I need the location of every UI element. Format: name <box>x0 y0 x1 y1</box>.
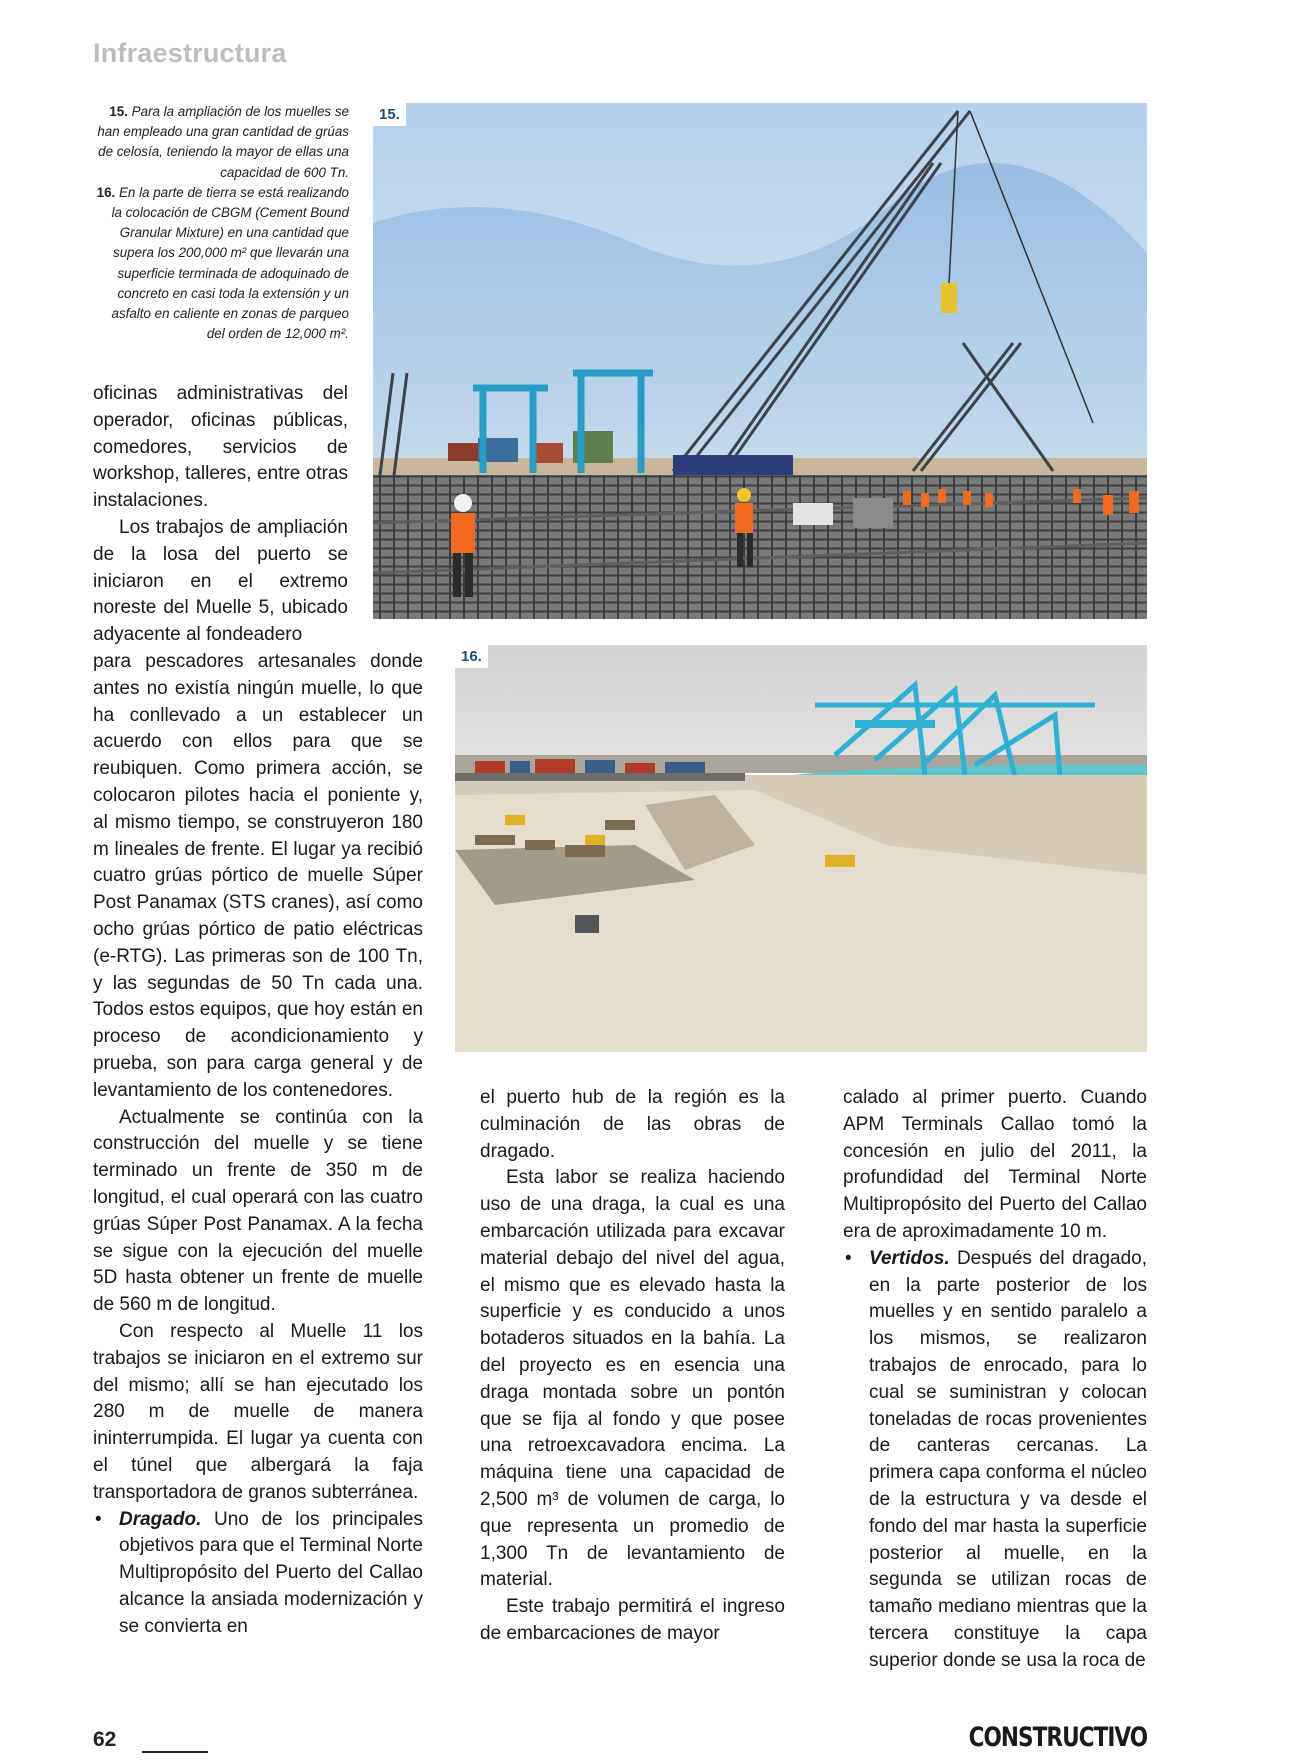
paragraph: Los trabajos de ampliación de la losa del puerto se iniciaron en el extremo noreste del Muelle 5, ubicado adyacente al fondeadero <box>93 516 348 646</box>
bullet-text: Después del dragado, en la parte posterior de los muelles y en sentido paralelo a los mismos, se realizaron trabajos de enrocado, para lo cual se suministran y colocan toneladas de rocas provenientes de canteras cercanas. La primera capa conforma el núcleo de la estructura y va desde el fondo del mar hasta la superficie posterior al muelle, en la segunda se utilizan rocas de tamaño mediano mientras que la tercera constituye la capa superior donde se usa la roca de <box>869 1247 1147 1671</box>
caption-text: En la parte de tierra se está realizando la colocación de CBGM (Cement Bound Granular Mixture) en una cantidad que supera los 200,000 m² que llevarán una superficie terminada de adoquinado de concreto en casi toda la extensión y un asfalto en caliente en zonas de parqueo del orden de 12,000 m². <box>111 184 349 342</box>
magazine-logo: CONSTRUCTIVO <box>968 1722 1147 1753</box>
section-title: Infraestructura <box>93 38 287 68</box>
paragraph: Este trabajo permitirá el ingreso de embarcaciones de mayor <box>480 1596 785 1644</box>
photo-cranes-image <box>373 103 1147 619</box>
bullet-mark: • <box>845 1247 852 1269</box>
caption-15 <box>90 102 349 183</box>
photo-terminal-image <box>455 645 1147 1052</box>
bullet-mark: • <box>95 1508 102 1530</box>
photo-number-16: 16. <box>455 645 488 668</box>
article-column-1-top <box>93 381 348 649</box>
paragraph: el puerto hub de la región es la culminación de las obras de dragado. <box>480 1087 785 1162</box>
article-column-2 <box>480 1085 785 1648</box>
photo-number-15: 15. <box>373 103 406 126</box>
bullet-heading: Vertidos. <box>869 1247 950 1269</box>
bullet-text: Uno de los principales objetivos para que el Terminal Norte Multipropósito del Puerto del Callao alcance la ansiada modernización y se convierta en <box>119 1508 423 1637</box>
photo-terminal-aerial <box>455 645 1147 1052</box>
caption-16 <box>90 183 349 345</box>
paragraph: Actualmente se continúa con la construcción del muelle y se tiene terminado un frente de 350 m de longitud, el cual operará con las cuatro grúas Súper Post Panamax. A la fecha se sigue con la ejecución del muelle 5D hasta obtener un frente de muelle de 560 m de longitud. <box>93 1106 423 1316</box>
caption-number: 16. <box>96 184 116 200</box>
paragraph: calado al primer puerto. Cuando APM Terminals Callao tomó la concesión en julio del 2011, la profundidad del Terminal Norte Multipropósito del Puerto del Callao era de aproximadamente 10 m. <box>843 1087 1147 1242</box>
article-column-3 <box>843 1085 1147 1675</box>
paragraph: Esta labor se realiza haciendo uso de una draga, la cual es una embarcación utilizada para excavar material debajo del nivel del agua, el mismo que es elevado hasta la superficie y es conducido a unos botaderos situados en la bahía. La del proyecto es en esencia una draga montada sobre un pontón que se fija al fondo y que posee una retroexcavadora encima. La máquina tiene una capacidad de 2,500 m³ de volumen de carga, lo que representa un promedio de 1,300 Tn de levantamiento de material. <box>480 1167 785 1591</box>
bullet-heading: Dragado. <box>119 1508 202 1530</box>
paragraph: Con respecto al Muelle 11 los trabajos se iniciaron en el extremo sur del mismo; allí se han ejecutado los 280 m de muelle de manera ininterrumpida. El lugar ya cuenta con el túnel que albergará la faja transportadora de granos subterránea. <box>93 1320 423 1503</box>
paragraph: oficinas administrativas del operador, oficinas públicas, comedores, servicios de workshop, talleres, entre otras instalaciones. <box>93 383 348 512</box>
bullet-item-dragado <box>93 1507 423 1641</box>
caption-text: Para la ampliación de los muelles se han empleado una gran cantidad de grúas de celosía, teniendo la mayor de ellas una capacidad de 600 Tn. <box>97 104 349 180</box>
bullet-item-vertidos <box>843 1246 1147 1675</box>
footer-rule <box>142 1751 208 1753</box>
article-column-1 <box>93 649 423 1640</box>
photo-cranes <box>373 103 1147 619</box>
photo-captions <box>90 102 349 344</box>
paragraph: para pescadores artesanales donde antes no existía ningún muelle, lo que ha conllevado a un establecer un acuerdo con ellos para que se reubiquen. Como primera acción, se colocaron pilotes hacia el poniente y, al mismo tiempo, se construyeron 180 m lineales de frente. El lugar ya recibió cuatro grúas pórtico de muelle Súper Post Panamax (STS cranes), así como ocho grúas pórtico de patio eléctricas (e-RTG). Las primeras son de 100 Tn, y las segundas de 50 Tn cada una. Todos estos equipos, que hoy están en proceso de acondicionamiento y prueba, son para carga general y de levantamiento de los contenedores. <box>93 651 423 1101</box>
caption-number: 15. <box>109 104 128 119</box>
page-number: 62 <box>93 1728 117 1751</box>
